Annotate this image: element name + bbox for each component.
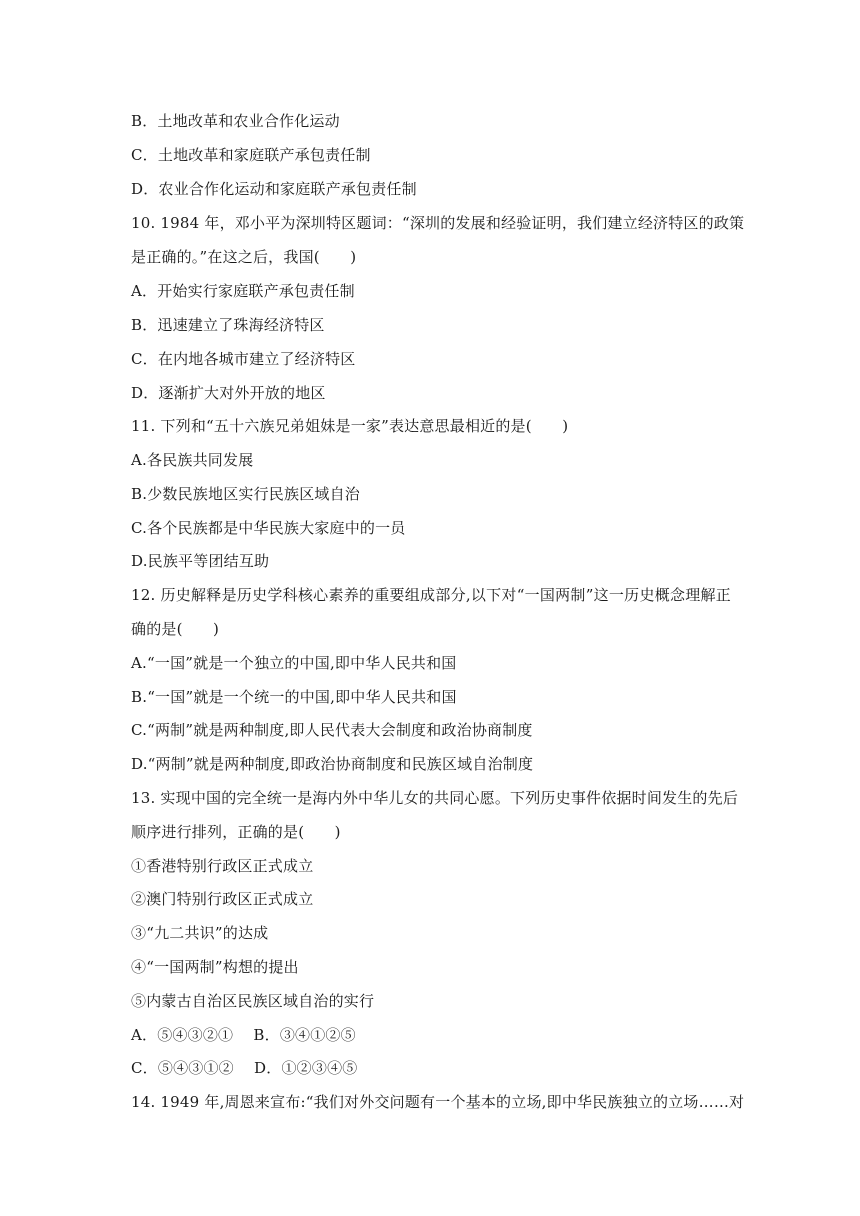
q11-option-b: B.少数民族地区实行民族区域自治 (131, 485, 360, 503)
q11-option-c: C.各个民族都是中华民族大家庭中的一员 (131, 519, 406, 537)
q11-stem: 11. 下列和“五十六族兄弟姐妹是一家”表达意思最相近的是( ) (131, 417, 569, 435)
q13-stem-line2: 顺序进行排列，正确的是( ) (131, 823, 341, 841)
q13-item-4: ④“一国两制”构想的提出 (131, 958, 299, 976)
q13-item-2: ②澳门特别行政区正式成立 (131, 890, 314, 908)
q10-stem-line2: 是正确的。”在这之后，我国( ) (131, 248, 357, 266)
q12-stem-line2: 确的是( ) (131, 620, 220, 638)
q10-option-c: C．在内地各城市建立了经济特区 (131, 350, 356, 368)
q12-option-b: B.“一国”就是一个统一的中国,即中华人民共和国 (131, 688, 457, 706)
q10-option-a: A．开始实行家庭联产承包责任制 (131, 282, 355, 300)
q10-stem-line1: 10. 1984 年，邓小平为深圳特区题词：“深圳的发展和经验证明，我们建立经济特区的政策 (131, 214, 745, 232)
q13-options-cd: C．⑤④③①② D．①②③④⑤ (131, 1059, 358, 1077)
q9-option-d: D．农业合作化运动和家庭联产承包责任制 (131, 180, 417, 198)
q13-options-ab: A．⑤④③②① B．③④①②⑤ (131, 1026, 356, 1044)
q10-option-d: D．逐渐扩大对外开放的地区 (131, 384, 326, 402)
q9-option-c: C．土地改革和家庭联产承包责任制 (131, 146, 371, 164)
q12-option-d: D.“两制”就是两种制度,即政治协商制度和民族区域自治制度 (131, 755, 534, 773)
q14-stem-line1: 14. 1949 年,周恩来宣布:“我们对外交问题有一个基本的立场,即中华民族独立的立场……对 (131, 1093, 745, 1111)
q9-option-b: B．土地改革和农业合作化运动 (131, 112, 340, 130)
q12-stem-line1: 12. 历史解释是历史学科核心素养的重要组成部分,以下对“一国两制”这一历史概念理解正 (131, 586, 731, 604)
q13-item-3: ③“九二共识”的达成 (131, 924, 269, 942)
q11-option-d: D.民族平等团结互助 (131, 552, 270, 570)
q12-option-a: A.“一国”就是一个独立的中国,即中华人民共和国 (131, 654, 457, 672)
q13-item-5: ⑤内蒙古自治区民族区域自治的实行 (131, 992, 375, 1010)
q13-item-1: ①香港特别行政区正式成立 (131, 857, 314, 875)
q11-option-a: A.各民族共同发展 (131, 451, 254, 469)
q13-stem-line1: 13. 实现中国的完全统一是海内外中华儿女的共同心愿。下列历史事件依据时间发生的先后 (131, 789, 739, 807)
q10-option-b: B．迅速建立了珠海经济特区 (131, 316, 325, 334)
q12-option-c: C.“两制”就是两种制度,即人民代表大会制度和政治协商制度 (131, 721, 533, 739)
